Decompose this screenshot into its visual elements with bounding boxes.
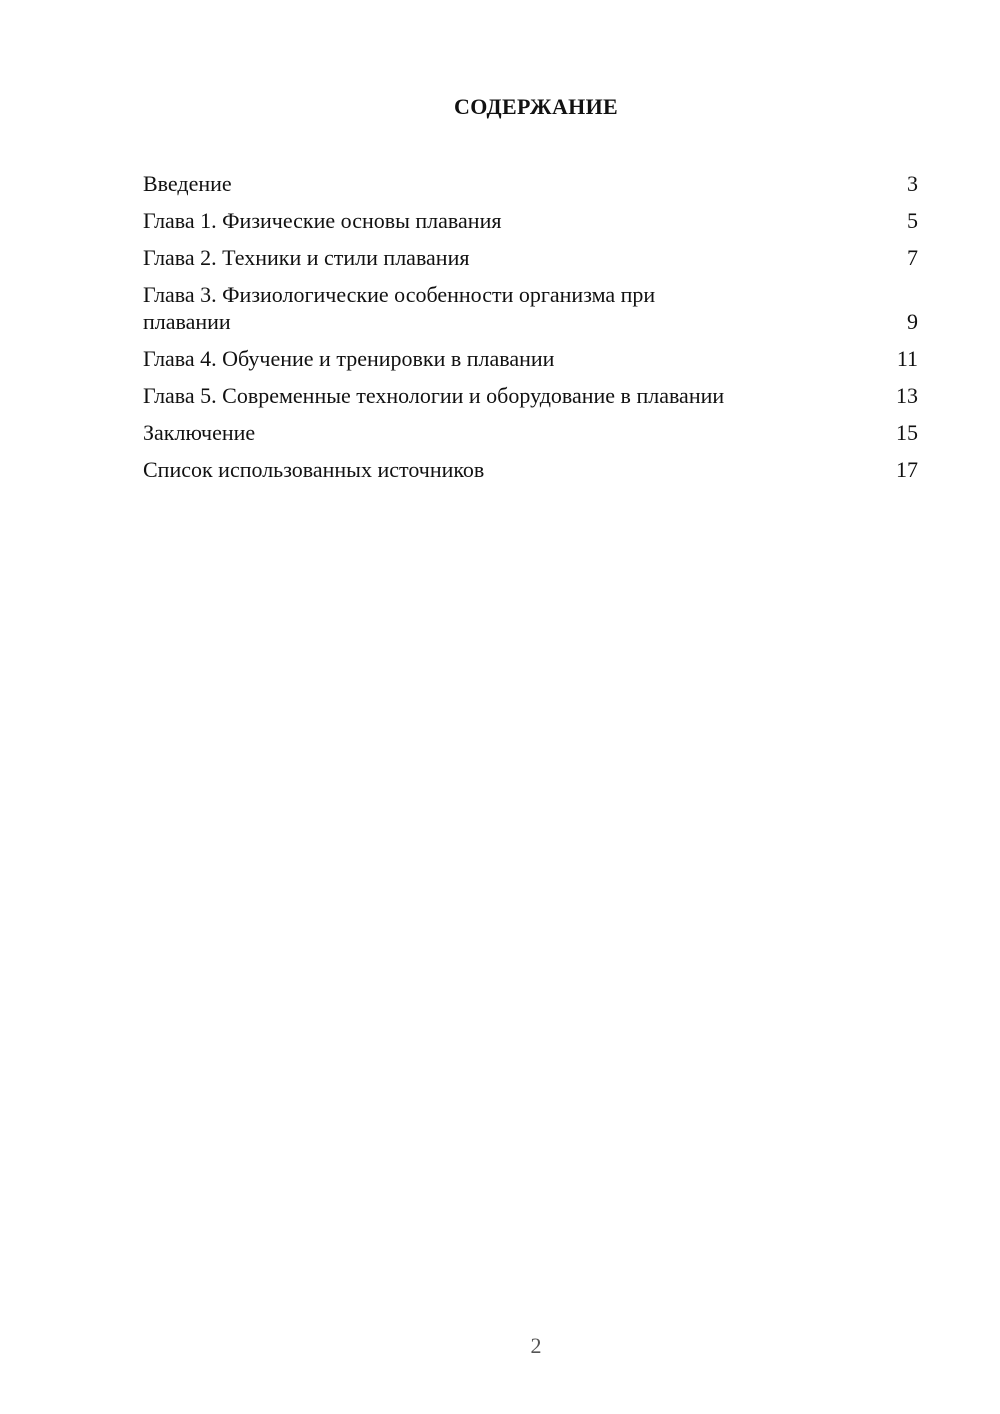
toc-entry-page: 13 xyxy=(896,383,918,408)
page-title: СОДЕРЖАНИЕ xyxy=(454,94,618,119)
toc-entry-page: 11 xyxy=(896,346,918,371)
toc-entry[interactable] xyxy=(143,281,918,335)
toc-entry-page: 7 xyxy=(907,245,918,270)
toc-entry[interactable] xyxy=(143,207,918,234)
toc-entry[interactable] xyxy=(143,382,918,409)
toc-entry-page: 3 xyxy=(907,171,918,196)
toc-entry-page: 15 xyxy=(896,420,918,445)
toc-entry[interactable] xyxy=(143,419,918,446)
toc-entry-page: 17 xyxy=(896,457,918,482)
toc-entry[interactable] xyxy=(143,244,918,271)
toc-entry[interactable] xyxy=(143,345,918,372)
toc-entry-label: Глава 2. Техники и стили плавания xyxy=(143,245,470,270)
toc-entry-label: Список использованных источников xyxy=(143,457,485,482)
toc-entry-label: Глава 5. Современные технологии и оборудование в плавании xyxy=(143,383,725,408)
toc-entry-page: 9 xyxy=(907,309,918,334)
toc-entry-label: Глава 4. Обучение и тренировки в плавании xyxy=(143,346,555,371)
toc-entry-label: Глава 3. Физиологические особенности организма при плавании xyxy=(143,282,656,334)
toc-entry-label: Введение xyxy=(143,171,232,196)
page-number: 2 xyxy=(530,1333,542,1358)
toc-entry-page: 5 xyxy=(907,208,918,233)
toc-entry[interactable] xyxy=(143,456,918,483)
toc-entry-label: Глава 1. Физические основы плавания xyxy=(143,208,502,233)
toc-entry-label: Заключение xyxy=(143,420,256,445)
toc-entry[interactable] xyxy=(143,170,918,197)
table-of-contents xyxy=(143,170,918,493)
